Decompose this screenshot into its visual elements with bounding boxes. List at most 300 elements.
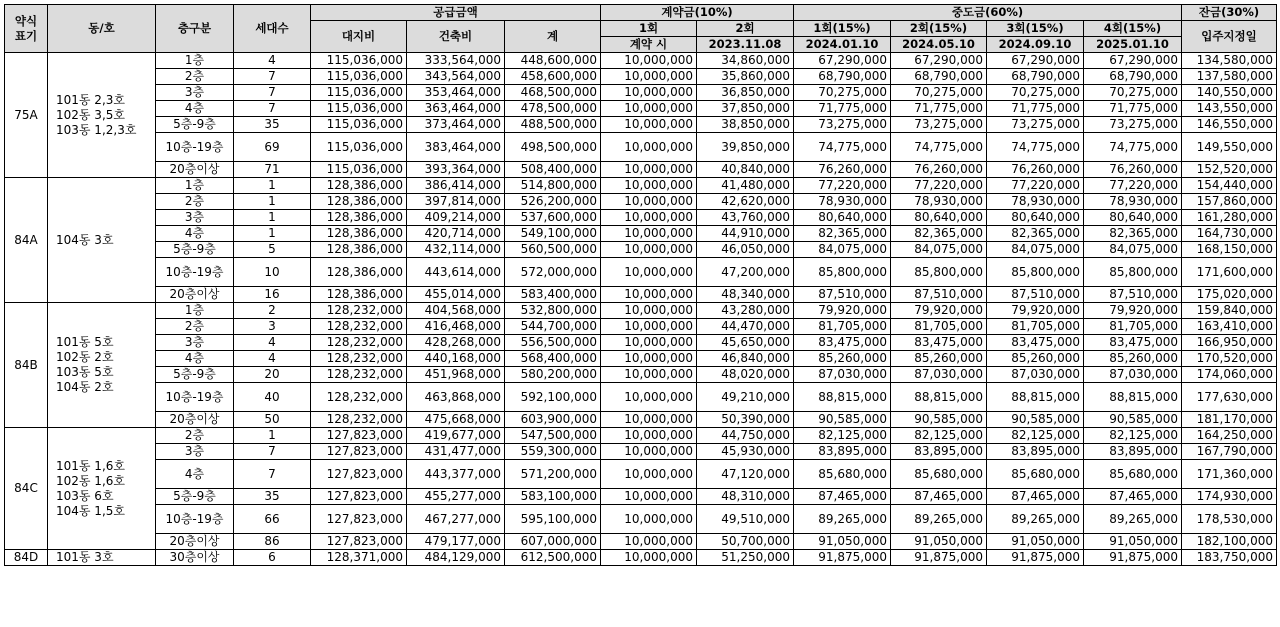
cell-floor: 20층이상 [156, 287, 234, 303]
cell-contract-1: 10,000,000 [601, 53, 697, 69]
cell-dong-ho: 101동 2,3호 102동 3,5호 103동 1,2,3호 [48, 53, 156, 178]
cell-building: 428,268,000 [407, 335, 505, 351]
cell-building: 431,477,000 [407, 444, 505, 460]
cell-contract-2: 47,120,000 [697, 460, 794, 489]
cell-floor: 1층 [156, 53, 234, 69]
cell-balance: 164,730,000 [1182, 226, 1277, 242]
cell-land: 127,823,000 [311, 534, 407, 550]
cell-balance: 171,360,000 [1182, 460, 1277, 489]
cell-contract-1: 10,000,000 [601, 194, 697, 210]
cell-total: 448,600,000 [505, 53, 601, 69]
cell-total: 603,900,000 [505, 412, 601, 428]
cell-contract-2: 40,840,000 [697, 162, 794, 178]
cell-balance: 149,550,000 [1182, 133, 1277, 162]
cell-contract-1: 10,000,000 [601, 489, 697, 505]
cell-contract-1: 10,000,000 [601, 444, 697, 460]
cell-middle-3: 82,365,000 [987, 226, 1084, 242]
cell-total: 559,300,000 [505, 444, 601, 460]
cell-dong-ho: 104동 3호 [48, 178, 156, 303]
cell-balance: 157,860,000 [1182, 194, 1277, 210]
cell-middle-3: 91,050,000 [987, 534, 1084, 550]
cell-building: 432,114,000 [407, 242, 505, 258]
cell-contract-2: 44,750,000 [697, 428, 794, 444]
cell-balance: 171,600,000 [1182, 258, 1277, 287]
cell-households: 7 [234, 444, 311, 460]
cell-middle-1: 84,075,000 [794, 242, 891, 258]
cell-middle-1: 87,465,000 [794, 489, 891, 505]
cell-middle-4: 87,030,000 [1084, 367, 1182, 383]
cell-total: 514,800,000 [505, 178, 601, 194]
cell-balance: 177,630,000 [1182, 383, 1277, 412]
cell-middle-1: 79,920,000 [794, 303, 891, 319]
header-contract-1-date: 계약 시 [601, 37, 697, 53]
cell-middle-2: 85,800,000 [891, 258, 987, 287]
cell-middle-3: 87,510,000 [987, 287, 1084, 303]
table-row [5, 210, 1277, 226]
cell-balance: 181,170,000 [1182, 412, 1277, 428]
cell-total: 478,500,000 [505, 101, 601, 117]
cell-land: 128,371,000 [311, 550, 407, 566]
header-middle-4: 4회(15%) [1084, 21, 1182, 37]
cell-balance: 140,550,000 [1182, 85, 1277, 101]
cell-contract-2: 48,310,000 [697, 489, 794, 505]
cell-building: 397,814,000 [407, 194, 505, 210]
cell-land: 128,232,000 [311, 412, 407, 428]
header-type: 약식 표기 [5, 5, 48, 53]
cell-households: 4 [234, 335, 311, 351]
header-floor: 층구분 [156, 5, 234, 53]
cell-middle-3: 70,275,000 [987, 85, 1084, 101]
cell-land: 127,823,000 [311, 428, 407, 444]
cell-middle-3: 85,680,000 [987, 460, 1084, 489]
cell-middle-4: 78,930,000 [1084, 194, 1182, 210]
cell-total: 560,500,000 [505, 242, 601, 258]
table-row [5, 258, 1277, 287]
cell-middle-1: 87,030,000 [794, 367, 891, 383]
cell-floor: 2층 [156, 428, 234, 444]
cell-building: 440,168,000 [407, 351, 505, 367]
cell-balance: 152,520,000 [1182, 162, 1277, 178]
cell-contract-2: 43,280,000 [697, 303, 794, 319]
cell-land: 128,232,000 [311, 319, 407, 335]
cell-middle-2: 90,585,000 [891, 412, 987, 428]
cell-building: 455,277,000 [407, 489, 505, 505]
cell-balance: 161,280,000 [1182, 210, 1277, 226]
cell-households: 20 [234, 367, 311, 383]
cell-middle-4: 91,875,000 [1084, 550, 1182, 566]
cell-floor: 5층-9층 [156, 489, 234, 505]
cell-middle-2: 76,260,000 [891, 162, 987, 178]
cell-balance: 167,790,000 [1182, 444, 1277, 460]
cell-households: 1 [234, 194, 311, 210]
cell-middle-1: 78,930,000 [794, 194, 891, 210]
header-balance-date: 입주지정일 [1182, 21, 1277, 53]
cell-middle-4: 82,125,000 [1084, 428, 1182, 444]
cell-middle-4: 83,895,000 [1084, 444, 1182, 460]
cell-balance: 154,440,000 [1182, 178, 1277, 194]
cell-balance: 182,100,000 [1182, 534, 1277, 550]
cell-building: 484,129,000 [407, 550, 505, 566]
cell-contract-2: 44,910,000 [697, 226, 794, 242]
cell-land: 128,386,000 [311, 242, 407, 258]
cell-contract-1: 10,000,000 [601, 367, 697, 383]
cell-building: 404,568,000 [407, 303, 505, 319]
cell-land: 127,823,000 [311, 444, 407, 460]
cell-middle-2: 74,775,000 [891, 133, 987, 162]
cell-contract-2: 49,210,000 [697, 383, 794, 412]
cell-households: 7 [234, 85, 311, 101]
cell-middle-4: 90,585,000 [1084, 412, 1182, 428]
cell-middle-1: 85,260,000 [794, 351, 891, 367]
cell-balance: 174,930,000 [1182, 489, 1277, 505]
cell-contract-2: 39,850,000 [697, 133, 794, 162]
header-contract-1: 1회 [601, 21, 697, 37]
cell-contract-1: 10,000,000 [601, 133, 697, 162]
cell-middle-4: 82,365,000 [1084, 226, 1182, 242]
cell-middle-3: 85,260,000 [987, 351, 1084, 367]
cell-middle-1: 89,265,000 [794, 505, 891, 534]
cell-middle-4: 76,260,000 [1084, 162, 1182, 178]
cell-balance: 178,530,000 [1182, 505, 1277, 534]
table-row [5, 412, 1277, 428]
cell-households: 35 [234, 489, 311, 505]
cell-contract-1: 10,000,000 [601, 101, 697, 117]
cell-contract-2: 48,020,000 [697, 367, 794, 383]
cell-middle-1: 83,895,000 [794, 444, 891, 460]
cell-middle-4: 87,510,000 [1084, 287, 1182, 303]
cell-middle-4: 79,920,000 [1084, 303, 1182, 319]
cell-contract-1: 10,000,000 [601, 287, 697, 303]
table-row [5, 162, 1277, 178]
cell-building: 333,564,000 [407, 53, 505, 69]
cell-floor: 1층 [156, 178, 234, 194]
cell-middle-1: 80,640,000 [794, 210, 891, 226]
cell-contract-2: 37,850,000 [697, 101, 794, 117]
cell-land: 115,036,000 [311, 101, 407, 117]
cell-balance: 143,550,000 [1182, 101, 1277, 117]
cell-middle-4: 74,775,000 [1084, 133, 1182, 162]
cell-contract-1: 10,000,000 [601, 351, 697, 367]
cell-balance: 164,250,000 [1182, 428, 1277, 444]
cell-middle-4: 89,265,000 [1084, 505, 1182, 534]
cell-building: 463,868,000 [407, 383, 505, 412]
cell-floor: 4층 [156, 226, 234, 242]
cell-middle-1: 88,815,000 [794, 383, 891, 412]
cell-total: 488,500,000 [505, 117, 601, 133]
cell-middle-3: 85,800,000 [987, 258, 1084, 287]
cell-middle-1: 91,050,000 [794, 534, 891, 550]
cell-contract-1: 10,000,000 [601, 303, 697, 319]
cell-households: 50 [234, 412, 311, 428]
table-row [5, 444, 1277, 460]
table-row [5, 287, 1277, 303]
cell-total: 612,500,000 [505, 550, 601, 566]
cell-middle-4: 80,640,000 [1084, 210, 1182, 226]
cell-contract-2: 51,250,000 [697, 550, 794, 566]
cell-middle-1: 68,790,000 [794, 69, 891, 85]
cell-middle-4: 84,075,000 [1084, 242, 1182, 258]
cell-middle-1: 85,680,000 [794, 460, 891, 489]
cell-contract-1: 10,000,000 [601, 178, 697, 194]
cell-floor: 2층 [156, 319, 234, 335]
cell-type: 84B [5, 303, 48, 428]
cell-middle-2: 83,475,000 [891, 335, 987, 351]
cell-middle-2: 82,125,000 [891, 428, 987, 444]
cell-middle-2: 78,930,000 [891, 194, 987, 210]
cell-contract-2: 48,340,000 [697, 287, 794, 303]
cell-balance: 146,550,000 [1182, 117, 1277, 133]
cell-middle-2: 85,260,000 [891, 351, 987, 367]
cell-contract-1: 10,000,000 [601, 319, 697, 335]
cell-contract-2: 45,930,000 [697, 444, 794, 460]
cell-middle-1: 85,800,000 [794, 258, 891, 287]
cell-contract-1: 10,000,000 [601, 117, 697, 133]
cell-balance: 163,410,000 [1182, 319, 1277, 335]
cell-middle-3: 80,640,000 [987, 210, 1084, 226]
cell-middle-4: 85,800,000 [1084, 258, 1182, 287]
cell-middle-4: 87,465,000 [1084, 489, 1182, 505]
cell-balance: 137,580,000 [1182, 69, 1277, 85]
cell-middle-1: 77,220,000 [794, 178, 891, 194]
cell-contract-2: 46,050,000 [697, 242, 794, 258]
table-row [5, 489, 1277, 505]
cell-floor: 2층 [156, 69, 234, 85]
cell-floor: 3층 [156, 85, 234, 101]
header-supply-price: 공급금액 [311, 5, 601, 21]
cell-building: 443,614,000 [407, 258, 505, 287]
cell-land: 127,823,000 [311, 489, 407, 505]
cell-middle-2: 85,680,000 [891, 460, 987, 489]
cell-land: 128,386,000 [311, 210, 407, 226]
cell-households: 69 [234, 133, 311, 162]
cell-middle-3: 73,275,000 [987, 117, 1084, 133]
cell-contract-2: 50,390,000 [697, 412, 794, 428]
cell-total: 508,400,000 [505, 162, 601, 178]
cell-type: 84D [5, 550, 48, 566]
cell-contract-1: 10,000,000 [601, 428, 697, 444]
cell-building: 419,677,000 [407, 428, 505, 444]
cell-middle-2: 77,220,000 [891, 178, 987, 194]
cell-middle-2: 87,465,000 [891, 489, 987, 505]
cell-middle-3: 81,705,000 [987, 319, 1084, 335]
cell-middle-2: 71,775,000 [891, 101, 987, 117]
cell-middle-1: 82,125,000 [794, 428, 891, 444]
cell-households: 86 [234, 534, 311, 550]
cell-land: 115,036,000 [311, 162, 407, 178]
header-middle-3-date: 2024.09.10 [987, 37, 1084, 53]
cell-dong-ho: 101동 3호 [48, 550, 156, 566]
cell-middle-1: 91,875,000 [794, 550, 891, 566]
cell-middle-3: 82,125,000 [987, 428, 1084, 444]
cell-balance: 175,020,000 [1182, 287, 1277, 303]
cell-middle-1: 70,275,000 [794, 85, 891, 101]
table-row [5, 194, 1277, 210]
cell-total: 568,400,000 [505, 351, 601, 367]
header-contract-2-date: 2023.11.08 [697, 37, 794, 53]
cell-contract-2: 44,470,000 [697, 319, 794, 335]
cell-building: 409,214,000 [407, 210, 505, 226]
cell-households: 1 [234, 210, 311, 226]
cell-floor: 2층 [156, 194, 234, 210]
cell-contract-1: 10,000,000 [601, 412, 697, 428]
cell-floor: 20층이상 [156, 162, 234, 178]
cell-households: 40 [234, 383, 311, 412]
cell-households: 35 [234, 117, 311, 133]
cell-floor: 4층 [156, 351, 234, 367]
cell-middle-3: 76,260,000 [987, 162, 1084, 178]
header-land: 대지비 [311, 21, 407, 53]
table-row [5, 226, 1277, 242]
cell-middle-3: 71,775,000 [987, 101, 1084, 117]
cell-total: 458,600,000 [505, 69, 601, 85]
header-households: 세대수 [234, 5, 311, 53]
cell-middle-4: 68,790,000 [1084, 69, 1182, 85]
cell-building: 455,014,000 [407, 287, 505, 303]
table-row [5, 428, 1277, 444]
cell-balance: 174,060,000 [1182, 367, 1277, 383]
table-row [5, 550, 1277, 566]
cell-land: 128,386,000 [311, 178, 407, 194]
cell-contract-1: 10,000,000 [601, 162, 697, 178]
cell-households: 5 [234, 242, 311, 258]
cell-total: 607,000,000 [505, 534, 601, 550]
cell-middle-3: 87,030,000 [987, 367, 1084, 383]
cell-middle-3: 77,220,000 [987, 178, 1084, 194]
cell-total: 592,100,000 [505, 383, 601, 412]
cell-total: 556,500,000 [505, 335, 601, 351]
cell-land: 115,036,000 [311, 133, 407, 162]
cell-dong-ho: 101동 1,6호 102동 1,6호 103동 6호 104동 1,5호 [48, 428, 156, 550]
cell-middle-2: 67,290,000 [891, 53, 987, 69]
cell-floor: 10층-19층 [156, 258, 234, 287]
cell-contract-2: 49,510,000 [697, 505, 794, 534]
cell-middle-3: 74,775,000 [987, 133, 1084, 162]
cell-total: 571,200,000 [505, 460, 601, 489]
cell-middle-2: 82,365,000 [891, 226, 987, 242]
cell-households: 4 [234, 351, 311, 367]
cell-households: 1 [234, 428, 311, 444]
cell-contract-2: 38,850,000 [697, 117, 794, 133]
cell-middle-1: 83,475,000 [794, 335, 891, 351]
cell-total: 595,100,000 [505, 505, 601, 534]
cell-middle-3: 89,265,000 [987, 505, 1084, 534]
table-row [5, 178, 1277, 194]
cell-contract-2: 35,860,000 [697, 69, 794, 85]
cell-middle-3: 87,465,000 [987, 489, 1084, 505]
cell-middle-2: 73,275,000 [891, 117, 987, 133]
cell-floor: 5층-9층 [156, 117, 234, 133]
cell-middle-1: 67,290,000 [794, 53, 891, 69]
table-header [5, 5, 1277, 53]
cell-land: 128,232,000 [311, 335, 407, 351]
cell-total: 544,700,000 [505, 319, 601, 335]
cell-contract-1: 10,000,000 [601, 69, 697, 85]
cell-total: 572,000,000 [505, 258, 601, 287]
cell-total: 580,200,000 [505, 367, 601, 383]
cell-land: 127,823,000 [311, 505, 407, 534]
cell-middle-3: 88,815,000 [987, 383, 1084, 412]
cell-middle-3: 90,585,000 [987, 412, 1084, 428]
cell-contract-1: 10,000,000 [601, 85, 697, 101]
cell-type: 84A [5, 178, 48, 303]
header-middle-4-date: 2025.01.10 [1084, 37, 1182, 53]
cell-contract-1: 10,000,000 [601, 335, 697, 351]
cell-contract-2: 45,650,000 [697, 335, 794, 351]
cell-households: 71 [234, 162, 311, 178]
cell-middle-3: 91,875,000 [987, 550, 1084, 566]
cell-households: 7 [234, 69, 311, 85]
cell-land: 128,386,000 [311, 258, 407, 287]
cell-balance: 183,750,000 [1182, 550, 1277, 566]
cell-land: 128,386,000 [311, 226, 407, 242]
cell-households: 6 [234, 550, 311, 566]
cell-middle-2: 91,050,000 [891, 534, 987, 550]
cell-middle-2: 89,265,000 [891, 505, 987, 534]
supply-price-table [4, 4, 1277, 566]
cell-contract-1: 10,000,000 [601, 210, 697, 226]
cell-type: 75A [5, 53, 48, 178]
cell-floor: 5층-9층 [156, 242, 234, 258]
cell-floor: 10층-19층 [156, 383, 234, 412]
cell-households: 7 [234, 460, 311, 489]
cell-middle-1: 71,775,000 [794, 101, 891, 117]
cell-middle-2: 79,920,000 [891, 303, 987, 319]
header-middle-3: 3회(15%) [987, 21, 1084, 37]
cell-contract-2: 50,700,000 [697, 534, 794, 550]
cell-contract-2: 47,200,000 [697, 258, 794, 287]
cell-floor: 10층-19층 [156, 505, 234, 534]
cell-middle-2: 83,895,000 [891, 444, 987, 460]
cell-contract-1: 10,000,000 [601, 258, 697, 287]
header-middle-1: 1회(15%) [794, 21, 891, 37]
cell-land: 115,036,000 [311, 117, 407, 133]
cell-building: 383,464,000 [407, 133, 505, 162]
cell-middle-1: 81,705,000 [794, 319, 891, 335]
cell-households: 2 [234, 303, 311, 319]
cell-balance: 159,840,000 [1182, 303, 1277, 319]
cell-contract-1: 10,000,000 [601, 383, 697, 412]
cell-land: 115,036,000 [311, 69, 407, 85]
header-contract-2: 2회 [697, 21, 794, 37]
table-row [5, 383, 1277, 412]
cell-middle-2: 81,705,000 [891, 319, 987, 335]
cell-contract-1: 10,000,000 [601, 226, 697, 242]
cell-land: 128,232,000 [311, 351, 407, 367]
cell-households: 66 [234, 505, 311, 534]
cell-middle-3: 67,290,000 [987, 53, 1084, 69]
cell-middle-4: 91,050,000 [1084, 534, 1182, 550]
cell-middle-4: 81,705,000 [1084, 319, 1182, 335]
cell-contract-1: 10,000,000 [601, 505, 697, 534]
cell-middle-1: 73,275,000 [794, 117, 891, 133]
cell-land: 128,386,000 [311, 287, 407, 303]
header-middle-1-date: 2024.01.10 [794, 37, 891, 53]
cell-middle-1: 76,260,000 [794, 162, 891, 178]
cell-building: 363,464,000 [407, 101, 505, 117]
table-row [5, 242, 1277, 258]
cell-middle-1: 90,585,000 [794, 412, 891, 428]
cell-middle-2: 80,640,000 [891, 210, 987, 226]
cell-households: 3 [234, 319, 311, 335]
cell-total: 583,100,000 [505, 489, 601, 505]
cell-floor: 20층이상 [156, 412, 234, 428]
cell-building: 479,177,000 [407, 534, 505, 550]
header-contract: 계약금(10%) [601, 5, 794, 21]
cell-building: 373,464,000 [407, 117, 505, 133]
cell-middle-1: 87,510,000 [794, 287, 891, 303]
cell-total: 468,500,000 [505, 85, 601, 101]
cell-building: 467,277,000 [407, 505, 505, 534]
